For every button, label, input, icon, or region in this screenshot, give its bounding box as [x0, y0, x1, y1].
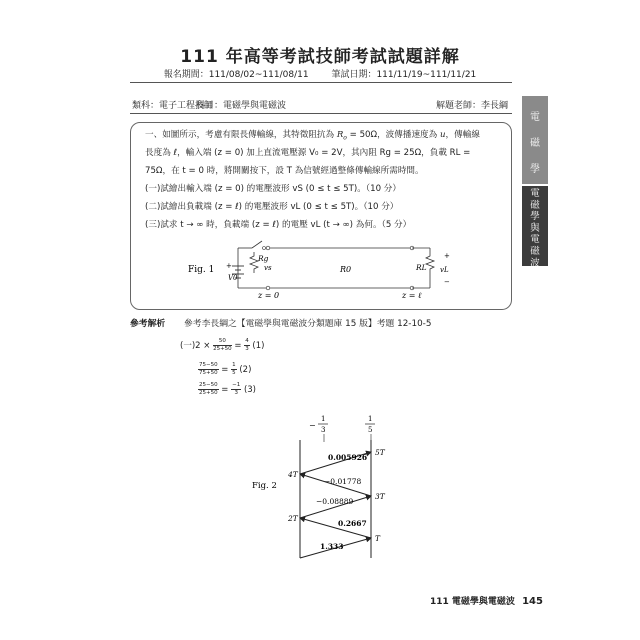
fig2-bounce-diagram	[240, 410, 410, 560]
page-number: 145	[522, 596, 543, 607]
z0-label: z = 0	[258, 291, 280, 300]
meta-category: 類科：電子工程技師	[132, 101, 214, 111]
zl-label: z = ℓ	[402, 291, 422, 300]
symbol-r-sub: o	[343, 134, 347, 142]
time-4t: 4T	[288, 470, 298, 479]
footer-chapter: 111 電磁學與電磁波	[430, 597, 515, 607]
subquestion-2: (二)試繪出負載端 (z = ℓ) 的電壓波形 vL (0 ≤ t ≤ 5T)。（10 分）	[145, 202, 399, 212]
vs-label: vs	[264, 264, 272, 272]
equation-1: (一)2 × $\frac{50}{25+50}$ = $\frac{4}{3}$ (1)	[180, 338, 265, 352]
side-tab-electromagnetics	[522, 96, 548, 184]
fig1-circuit	[130, 230, 512, 310]
header-rule	[130, 82, 512, 83]
side-tab-char: 磁	[530, 245, 540, 257]
side-tab-char: 電	[530, 188, 540, 199]
equation-3: $\frac{25-50}{25+50}$ = $\frac{-1}{3}$ (3)	[199, 382, 256, 396]
symbol-u: u	[439, 130, 446, 140]
subquestion-1: (一)試繪出輸入端 (z = 0) 的電壓波形 vS (0 ≤ t ≤ 5T)。（10 分）	[145, 184, 401, 194]
question-line-3: 75Ω，在 t = 0 時，將開關按下，設 T 為信號經過整條傳輸線所需時間。	[145, 166, 424, 176]
side-tab-char: 磁	[530, 199, 540, 211]
terminal-icon	[266, 246, 270, 250]
time-2t: 2T	[288, 514, 298, 523]
r0-label: R0	[340, 265, 352, 274]
wave-value-2: 0.2667	[338, 519, 367, 528]
reference-label: 參考解析	[130, 319, 166, 329]
side-tab-char: 電	[530, 112, 540, 123]
side-tab-char: 波	[530, 257, 540, 269]
meta-rule	[130, 113, 512, 114]
gamma-s-sign: −	[309, 421, 316, 430]
rl-label: RL	[416, 263, 427, 272]
wave-value-3: −0.08889	[316, 497, 354, 506]
meta-teacher: 解題老師：李長綱	[436, 101, 509, 111]
time-t: T	[375, 534, 381, 543]
vl-minus: −	[444, 278, 450, 286]
battery-plus: +	[226, 262, 232, 270]
terminal-icon	[266, 286, 270, 290]
vl-label: vL	[440, 266, 449, 274]
subquestion-3: (三)試求 t → ∞ 時，負載端 (z = ℓ) 的電壓 vL (t → ∞) 為何。（5 分）	[145, 220, 412, 230]
rg-resistor-icon	[250, 252, 258, 273]
question-line-1: 一、如圖所示，考慮有限長傳輸線，其特徵阻抗為 $R_o = 50\Omega$，波傳播速度為 u，傳輸線	[145, 130, 480, 142]
side-tab-char: 與	[530, 222, 540, 234]
side-tab-em-waves	[522, 186, 548, 269]
reference	[130, 316, 431, 329]
rl-resistor-icon	[426, 248, 434, 288]
symbol-r: R	[336, 130, 344, 140]
meta-subject: 科目：電磁學與電磁波	[196, 101, 287, 111]
v0-label: V0	[228, 274, 238, 282]
equation-2: $\frac{75-50}{75+50}$ = $\frac{1}{5}$ (2)	[199, 362, 252, 376]
side-tab-char: 學	[530, 211, 540, 223]
gamma-s-num: 1	[321, 415, 326, 423]
wave-value-5: 0.005926	[328, 453, 368, 462]
gamma-s-den: 3	[321, 426, 326, 434]
wave-value-1: 1.333	[320, 542, 344, 551]
fig2-label: Fig. 2	[252, 481, 277, 491]
switch-icon	[238, 241, 266, 250]
page-title: 111 年高等考試技師考試試題詳解	[180, 47, 460, 67]
question-line-2: 長度為 ℓ，輸入端 (z = 0) 加上直流電壓源 V₀ = 2V，其內阻 Rg = 25Ω，負載 RL =	[145, 148, 471, 158]
reference-text: 參考李長綱之【電磁學與電磁波分類題庫 15 版】考題 12-10-5	[184, 319, 432, 329]
gamma-l-num: 1	[368, 415, 373, 423]
page-footer	[430, 594, 543, 607]
side-tab-char: 學	[530, 164, 540, 175]
side-tab-char: 磁	[530, 138, 540, 149]
exam-dates	[0, 67, 640, 80]
time-3t: 3T	[375, 492, 385, 501]
wave-value-4: −0.01778	[324, 477, 362, 486]
vl-plus: +	[444, 252, 450, 260]
rg-label: Rg	[258, 254, 269, 263]
registration-period: 報名期間：111/08/02~111/08/11	[163, 70, 309, 80]
exam-date: 筆試日期：111/11/19~111/11/21	[331, 70, 477, 80]
fig1-label: Fig. 1	[188, 265, 215, 275]
gamma-l-den: 5	[368, 426, 373, 434]
time-5t: 5T	[375, 448, 385, 457]
side-tab-char: 電	[530, 234, 540, 246]
